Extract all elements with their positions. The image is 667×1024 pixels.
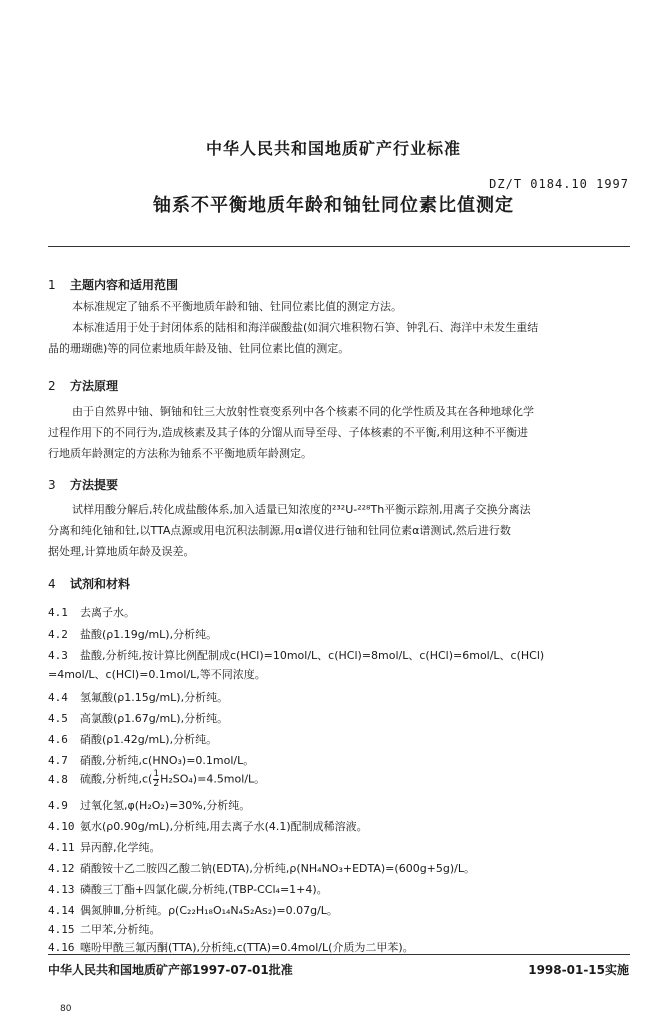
fraction-denominator: 2 xyxy=(153,779,160,789)
item-number: 4.5 xyxy=(48,712,68,725)
list-item xyxy=(48,710,638,726)
item-number: 4.8 xyxy=(48,772,68,786)
section-3-heading xyxy=(48,476,118,493)
item-text: 异丙醇,化学纯。 xyxy=(80,841,161,854)
list-item xyxy=(48,860,638,876)
list-item xyxy=(48,731,638,747)
section-number: 3 xyxy=(48,478,56,492)
list-item xyxy=(48,752,638,768)
item-number: 4.10 xyxy=(48,820,75,833)
list-item xyxy=(48,921,638,937)
item-text: 氢氟酸(ρ1.15g/mL),分析纯。 xyxy=(80,691,229,704)
list-item xyxy=(48,647,638,682)
body-line: 行地质年龄测定的方法称为铀系不平衡地质年龄测定。 xyxy=(48,447,312,460)
item-text: 磷酸三丁酯+四氯化碳,分析纯,(TBP-CCl₄=1+4)。 xyxy=(80,883,328,896)
list-item xyxy=(48,797,638,813)
header-divider xyxy=(48,246,630,247)
body-line: 分离和纯化铀和钍,以TTA点源或用电沉积法制源,用α谱仪进行铀和钍同位素α谱测试,然后进行数 xyxy=(48,524,511,537)
list-item xyxy=(48,604,638,620)
item-number: 4.16 xyxy=(48,941,75,954)
item-text: 硝酸铵十乙二胺四乙酸二钠(EDTA),分析纯,ρ(NH₄NO₃+EDTA)=(600g+5g)/L。 xyxy=(80,862,475,875)
item-number: 4.13 xyxy=(48,883,75,896)
section-1-heading xyxy=(48,276,178,293)
standard-number: DZ/T 0184.10 1997 xyxy=(489,177,629,191)
body-line: 晶的珊瑚礁)等的同位素地质年龄及铀、钍同位素比值的测定。 xyxy=(48,342,350,355)
section-2-body xyxy=(48,401,630,464)
item-number: 4.14 xyxy=(48,904,75,917)
item-number: 4.12 xyxy=(48,862,75,875)
list-item xyxy=(48,902,638,918)
list-item xyxy=(48,770,638,789)
item-number: 4.15 xyxy=(48,923,75,936)
item-number: 4.11 xyxy=(48,841,75,854)
section-number: 4 xyxy=(48,577,56,591)
item-number: 4.7 xyxy=(48,754,68,767)
section-3-body xyxy=(48,499,630,562)
body-line: 试样用酸分解后,转化成盐酸体系,加入适量已知浓度的²³²U-²²⁸Th平衡示踪剂,用离子交换分离法 xyxy=(72,503,531,516)
item-text: 高氯酸(ρ1.67g/mL),分析纯。 xyxy=(80,712,229,725)
body-line: 过程作用下的不同行为,造成核素及其子体的分馏从而导至母、子体核素的不平衡,利用这种不平衡进 xyxy=(48,426,528,439)
fraction-numerator: 1 xyxy=(153,769,160,779)
list-item xyxy=(48,881,638,897)
effective-date: 1998-01-15实施 xyxy=(528,963,629,977)
item-text: 盐酸(ρ1.19g/mL),分析纯。 xyxy=(80,628,218,641)
body-line: 由于自然界中铀、锕铀和钍三大放射性衰变系列中各个核素不同的化学性质及其在各种地球化学 xyxy=(72,405,534,418)
list-item xyxy=(48,818,638,834)
item-number: 4.9 xyxy=(48,799,68,812)
approval-line: 中华人民共和国地质矿产部1997-07-01批准 xyxy=(48,963,293,977)
section-title: 试剂和材料 xyxy=(70,577,131,591)
item-text: 盐酸,分析纯,按计算比例配制成c(HCl)=10mol/L、c(HCl)=8mol/L、c(HCl)=6mol/L、c(HCl) xyxy=(80,649,545,662)
item-number: 4.4 xyxy=(48,691,68,704)
list-item xyxy=(48,626,638,642)
section-title: 主题内容和适用范围 xyxy=(70,278,179,292)
item-text: 过氧化氢,φ(H₂O₂)=30%,分析纯。 xyxy=(80,799,251,812)
page-number: 80 xyxy=(60,1004,72,1014)
item-number: 4.2 xyxy=(48,628,68,641)
item-text: H₂SO₄)=4.5mol/L。 xyxy=(160,772,266,786)
section-1-body xyxy=(48,296,630,359)
item-number: 4.3 xyxy=(48,649,68,662)
item-text: 硝酸,分析纯,c(HNO₃)=0.1mol/L。 xyxy=(80,754,255,767)
list-item xyxy=(48,839,638,855)
section-title: 方法原理 xyxy=(70,379,119,393)
item-text: 氨水(ρ0.90g/mL),分析纯,用去离子水(4.1)配制成稀溶液。 xyxy=(80,820,368,833)
item-text: 去离子水。 xyxy=(80,606,135,619)
fraction xyxy=(153,770,159,789)
section-number: 1 xyxy=(48,278,56,292)
item-text: 二甲苯,分析纯。 xyxy=(80,923,161,936)
item-text: 偶氮胂Ⅲ,分析纯。ρ(C₂₂H₁₈O₁₄N₄S₂As₂)=0.07g/L。 xyxy=(80,904,338,917)
document-title: 铀系不平衡地质年龄和铀钍同位素比值测定 xyxy=(153,195,514,216)
body-line: 据处理,计算地质年龄及误差。 xyxy=(48,545,195,558)
list-item xyxy=(48,689,638,705)
item-continuation: =4mol/L、c(HCl)=0.1mol/L,等不同浓度。 xyxy=(48,668,266,681)
list-item xyxy=(48,939,638,955)
item-number: 4.6 xyxy=(48,733,68,746)
issuer-name: 中华人民共和国地质矿产行业标准 xyxy=(205,139,461,158)
body-line: 本标准适用于处于封闭体系的陆相和海洋碳酸盐(如洞穴堆积物石笋、钟乳石、海洋中未发生重结 xyxy=(72,321,539,334)
item-text: 硝酸(ρ1.42g/mL),分析纯。 xyxy=(80,733,218,746)
body-line: 本标准规定了铀系不平衡地质年龄和铀、钍同位素比值的测定方法。 xyxy=(72,300,402,313)
item-number: 4.1 xyxy=(48,606,68,619)
footer-divider xyxy=(48,954,630,955)
section-2-heading xyxy=(48,377,118,394)
section-title: 方法提要 xyxy=(70,478,119,492)
section-number: 2 xyxy=(48,379,56,393)
item-text: 硫酸,分析纯,c( xyxy=(80,772,153,786)
item-text: 噻吩甲酰三氟丙酮(TTA),分析纯,c(TTA)=0.4mol/L(介质为二甲苯)。 xyxy=(80,941,414,954)
section-4-heading xyxy=(48,575,130,592)
